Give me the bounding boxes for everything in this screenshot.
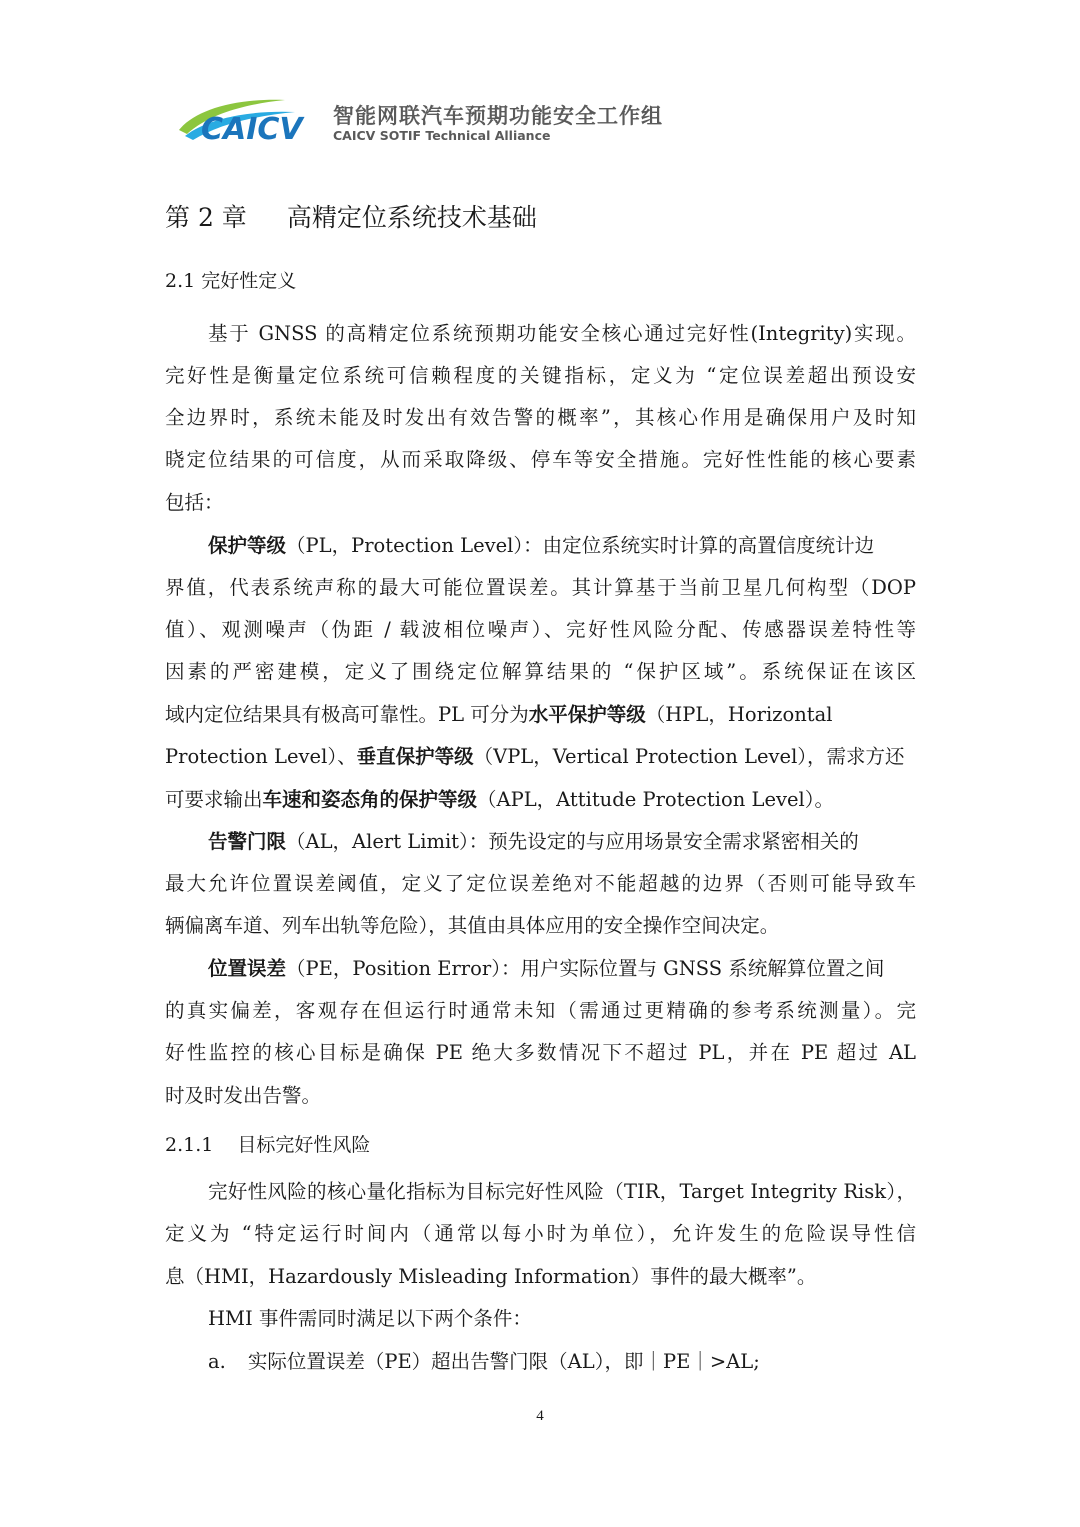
apl-term: 车速和姿态角的保护等级	[262, 788, 478, 811]
al-line: 辆偏离车道、列车出轨等危险），其值由具体应用的安全操作空间决定。	[165, 914, 780, 937]
paragraph-line: 全边界时，系统未能及时发出有效告警的概率”，其核心作用是确保用户及时知	[165, 406, 916, 429]
pl-line: Protection Level）、垂直保护等级（VPL，Vertical Protection Level），需求方还	[165, 745, 905, 768]
al-term: 告警门限	[208, 830, 287, 853]
paragraph-line: 晓定位结果的可信度，从而采取降级、停车等安全措施。完好性性能的核心要素	[165, 448, 916, 471]
paragraph-line: 完好性是衡量定位系统可信赖程度的关键指标，定义为 “定位误差超出预设安	[165, 364, 916, 387]
section-heading-2-1-1: 2.1.1 目标完好性风险	[165, 1134, 371, 1156]
page-number: 4	[536, 1408, 544, 1424]
pl-line: 保护等级（PL，Protection Level）：由定位系统实时计算的高置信度统计边	[208, 534, 875, 557]
paragraph-line: 包括：	[165, 491, 224, 514]
caicv-swoosh-icon	[175, 96, 325, 148]
tir-line: 息（HMI，Hazardously Misleading Information）事件的最大概率”。	[165, 1265, 817, 1288]
hpl-term: 水平保护等级	[528, 703, 646, 726]
section-heading-2-1: 2.1 完好性定义	[165, 270, 297, 292]
pl-line: 界值，代表系统声称的最大可能位置误差。其计算基于当前卫星几何构型（DOP	[165, 576, 916, 599]
al-line: 最大允许位置误差阈值，定义了定位误差绝对不能超越的边界（否则可能导致车	[165, 872, 916, 895]
header-logo	[175, 96, 675, 148]
org-name-cn: 智能网联汽车预期功能安全工作组	[333, 104, 663, 128]
pe-line: 位置误差（PE，Position Error）：用户实际位置与 GNSS 系统解算位置之间	[208, 957, 885, 980]
logo-wordmark: CAICV	[201, 112, 303, 147]
tir-line: 完好性风险的核心量化指标为目标完好性风险（TIR，Target Integrity Risk），	[208, 1180, 916, 1203]
tir-line: 定义为 “特定运行时间内（通常以每小时为单位），允许发生的危险误导性信	[165, 1222, 916, 1245]
condition-a-label: a.	[208, 1350, 226, 1373]
pe-line: 时及时发出告警。	[165, 1084, 322, 1107]
condition-a	[208, 1348, 916, 1376]
pe-line: 好性监控的核心目标是确保 PE 绝大多数情况下不超过 PL，并在 PE 超过 AL	[165, 1041, 916, 1064]
chapter-number: 第 2 章	[165, 203, 247, 232]
paragraph-line: 基于 GNSS 的高精定位系统预期功能安全核心通过完好性(Integrity)实现。	[208, 322, 916, 345]
hmi-intro: HMI 事件需同时满足以下两个条件：	[208, 1307, 532, 1330]
pl-line: 值）、观测噪声（伪距 / 载波相位噪声）、完好性风险分配、传感器误差特性等	[165, 618, 916, 641]
pe-term: 位置误差	[208, 957, 287, 980]
org-name-en: CAICV SOTIF Technical Alliance	[333, 128, 551, 143]
condition-a-text: 实际位置误差（PE）超出告警门限（AL），即｜PE｜>AL;	[247, 1350, 760, 1373]
chapter-heading	[165, 198, 537, 234]
vpl-term: 垂直保护等级	[356, 745, 474, 768]
pl-term: 保护等级	[208, 534, 287, 557]
chapter-title: 高精定位系统技术基础	[286, 203, 537, 232]
al-line: 告警门限（AL，Alert Limit）：预先设定的与应用场景安全需求紧密相关的	[208, 830, 859, 853]
pl-line: 因素的严密建模，定义了围绕定位解算结果的 “保护区域”。系统保证在该区	[165, 660, 916, 683]
pl-line: 可要求输出车速和姿态角的保护等级（APL，Attitude Protection Level）。	[165, 788, 835, 811]
pe-line: 的真实偏差，客观存在但运行时通常未知（需通过更精确的参考系统测量）。完	[165, 999, 916, 1022]
pl-line: 域内定位结果具有极高可靠性。PL 可分为水平保护等级（HPL，Horizontal	[165, 703, 833, 726]
